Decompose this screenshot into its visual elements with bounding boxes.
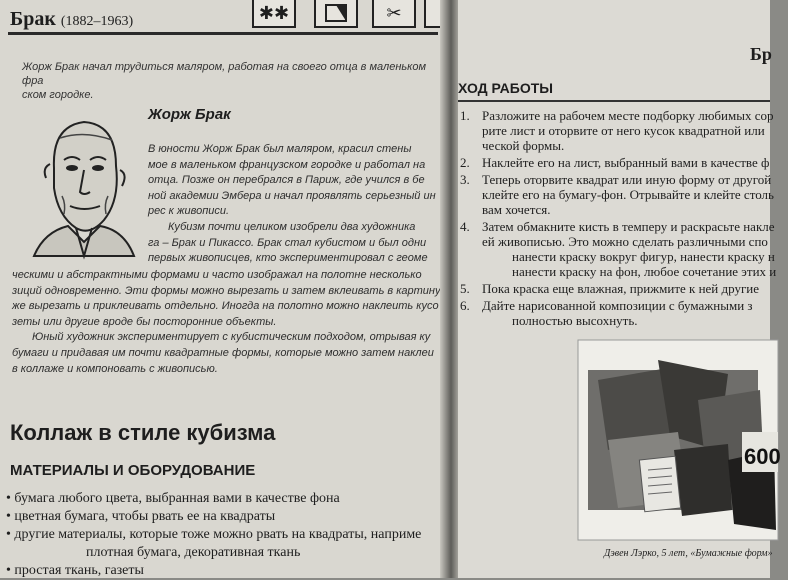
steps-list xyxy=(458,108,788,330)
step-number: 4. xyxy=(460,219,470,234)
step-line: клейте его на бумагу-фон. Отрывайте и клейте столь xyxy=(482,187,774,202)
artist-name: Брак xyxy=(10,8,56,30)
step-line: Дайте нарисованной композиции с бумажными з xyxy=(482,298,753,313)
list-item: • простая ткань, газеты xyxy=(6,563,144,578)
bio-line: в коллаже и компоновать с живописью. xyxy=(12,362,218,375)
step-item xyxy=(458,281,788,296)
step-line: Наклейте его на лист, выбранный вами в качестве ф xyxy=(482,155,770,170)
page-header xyxy=(10,8,133,31)
bio-line: га – Брак и Пикассо. Брак стал кубистом и был одни xyxy=(148,236,427,249)
bio-line: Кубизм почти целиком изобрели два художника xyxy=(168,220,416,233)
step-number: 3. xyxy=(460,172,470,187)
bio-line: ной академии Эмбера и начал проявлять серьезный ин xyxy=(148,189,436,202)
intro-line: ском городке. xyxy=(22,89,94,101)
bio-line: бумаги и придавая им почти квадратные формы, которые можно затем наклеи xyxy=(12,346,434,359)
stars-icon: ✱✱ xyxy=(252,0,296,28)
page-header-right: Бр xyxy=(750,44,772,64)
step-line: полностью высохнуть. xyxy=(512,313,638,328)
bio-line: зеты или другие вроде бы посторонние объекты. xyxy=(12,315,277,328)
list-item: • другие материалы, которые тоже можно рвать на квадраты, наприме xyxy=(6,527,422,542)
step-line: ческой формы. xyxy=(482,138,565,153)
right-page xyxy=(458,0,781,578)
steps-rule xyxy=(458,100,770,102)
bio-line: мое в маленьком французском городке и работал на xyxy=(148,158,426,171)
bio-text-wide xyxy=(12,268,444,377)
step-item xyxy=(458,155,788,170)
bio-title: Жорж Брак xyxy=(148,106,231,123)
step-line: Затем обмакните кисть в темперу и раскрасьте накле xyxy=(482,219,775,234)
step-number: 5. xyxy=(460,281,470,296)
image-caption: Дэвен Лэрко, 5 лет, «Бумажные форм» xyxy=(604,548,773,559)
bio-line: зиций одновременно. Эти формы можно вырезать и затем вклеивать в картину xyxy=(12,284,441,297)
intro-line: Жорж Брак начал трудиться маляром, работая на своего отца в маленьком фра xyxy=(22,61,427,87)
portrait-image xyxy=(24,108,144,256)
step-line: нанести краску вокруг фигур, нанести краску н xyxy=(512,249,775,264)
bio-line: же вырезать и приклеивать отдельно. Иногда на полотно можно наклеить кусо xyxy=(12,300,439,313)
step-number: 6. xyxy=(460,298,470,313)
steps-title: ХОД РАБОТЫ xyxy=(458,80,553,96)
step-item xyxy=(458,172,788,217)
section-title: Коллаж в стиле кубизма xyxy=(10,420,276,445)
step-item xyxy=(458,298,788,328)
list-item-continuation: плотная бумага, декоративная ткань xyxy=(86,545,301,560)
header-rule xyxy=(8,32,438,35)
step-item xyxy=(458,219,788,279)
step-line: Разложите на рабочем месте подборку любимых сор xyxy=(482,108,774,123)
step-number: 1. xyxy=(460,108,470,123)
step-line: рите лист и оторвите от него кусок квадратной или xyxy=(482,123,765,138)
step-line: вам хочется. xyxy=(482,202,551,217)
step-item xyxy=(458,108,788,153)
collage-number: 600 xyxy=(744,444,781,469)
bio-line: Юный художник экспериментирует с кубистическим подходом, отрывая ку xyxy=(32,331,431,344)
step-line: нанести краску на фон, любое сочетание этих и xyxy=(512,264,777,279)
bio-line: В юности Жорж Брак был маляром, красил стены xyxy=(148,143,412,155)
artist-years: (1882–1963) xyxy=(60,14,134,29)
bio-line: ческими и абстрактными формами и часто изображал на полотне несколько xyxy=(12,269,422,281)
bio-line: рес к живописи. xyxy=(148,205,230,218)
intro-text xyxy=(22,60,442,102)
bio-line: первых живописцев, кто экспериментировал с геоме xyxy=(148,252,428,265)
list-item: • цветная бумага, чтобы рвать ее на квадраты xyxy=(6,509,276,524)
step-line: Теперь оторвите квадрат или иную форму от другой xyxy=(482,172,772,187)
materials-title: МАТЕРИАЛЫ И ОБОРУДОВАНИЕ xyxy=(10,462,256,479)
half-square-icon xyxy=(314,0,358,28)
step-line: ей живописью. Это можно сделать различными спо xyxy=(482,234,768,249)
step-line: Пока краска еще влажная, прижмите к ней другие xyxy=(482,281,760,296)
step-number: 2. xyxy=(460,155,470,170)
materials-list xyxy=(6,490,446,580)
collage-artwork xyxy=(578,340,781,540)
bio-text xyxy=(148,142,448,267)
list-item: • бумага любого цвета, выбранная вами в качестве фона xyxy=(6,491,340,506)
bio-line: отца. Позже он перебрался в Париж, где учился в бе xyxy=(148,174,425,187)
book-gutter xyxy=(440,0,460,578)
scissors-icon: ✂ xyxy=(372,0,416,28)
